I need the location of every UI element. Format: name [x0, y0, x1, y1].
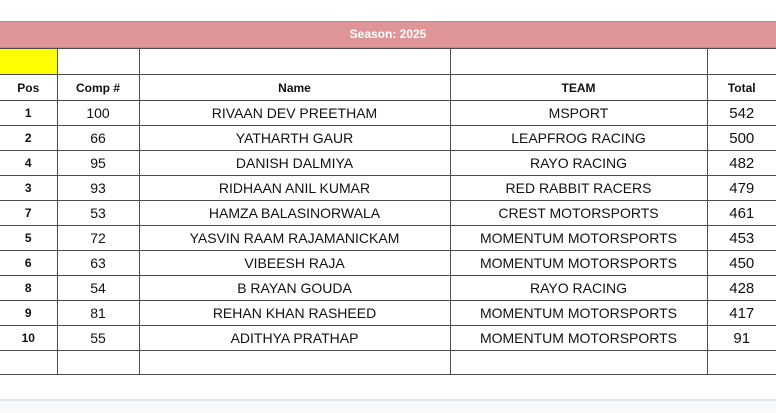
cell-total[interactable]: 542 — [707, 101, 776, 126]
cell-comp[interactable]: 100 — [57, 101, 139, 126]
table-body — [0, 101, 776, 351]
cell-pos[interactable]: 7 — [0, 201, 57, 226]
cell-team[interactable]: MSPORT — [450, 101, 707, 126]
header-team[interactable]: TEAM — [450, 75, 707, 101]
cell-comp[interactable]: 55 — [57, 326, 139, 351]
cell-name[interactable]: YASVIN RAAM RAJAMANICKAM — [139, 226, 450, 251]
header-pos[interactable]: Pos — [0, 75, 57, 101]
cell-team[interactable]: CREST MOTORSPORTS — [450, 201, 707, 226]
cell-pos[interactable]: 4 — [0, 151, 57, 176]
cell-name[interactable]: VIBEESH RAJA — [139, 251, 450, 276]
table-row — [0, 126, 776, 151]
cell-comp[interactable]: 95 — [57, 151, 139, 176]
table-row — [0, 251, 776, 276]
empty-cell[interactable] — [707, 49, 776, 75]
cell-pos[interactable]: 2 — [0, 126, 57, 151]
cell-total[interactable]: 428 — [707, 276, 776, 301]
table-row — [0, 276, 776, 301]
table-row — [0, 301, 776, 326]
footer-area — [0, 401, 776, 413]
header-row — [0, 75, 776, 101]
cell-pos[interactable]: 1 — [0, 101, 57, 126]
cell-name[interactable]: REHAN KHAN RASHEED — [139, 301, 450, 326]
cell-team[interactable]: RAYO RACING — [450, 276, 707, 301]
cell-pos[interactable]: 9 — [0, 301, 57, 326]
cell-pos[interactable]: 6 — [0, 251, 57, 276]
cell-comp[interactable]: 53 — [57, 201, 139, 226]
empty-cell[interactable] — [57, 351, 139, 375]
cell-total[interactable]: 479 — [707, 176, 776, 201]
cell-team[interactable]: RAYO RACING — [450, 151, 707, 176]
table-row — [0, 226, 776, 251]
cell-comp[interactable]: 63 — [57, 251, 139, 276]
cell-total[interactable]: 482 — [707, 151, 776, 176]
cell-total[interactable]: 453 — [707, 226, 776, 251]
cell-team[interactable]: MOMENTUM MOTORSPORTS — [450, 226, 707, 251]
standings-table — [0, 48, 776, 375]
cell-comp[interactable]: 93 — [57, 176, 139, 201]
cell-name[interactable]: B RAYAN GOUDA — [139, 276, 450, 301]
table-row — [0, 201, 776, 226]
empty-cell[interactable] — [0, 351, 57, 375]
empty-cell[interactable] — [707, 351, 776, 375]
cell-comp[interactable]: 81 — [57, 301, 139, 326]
empty-cell[interactable] — [450, 49, 707, 75]
cell-team[interactable]: RED RABBIT RACERS — [450, 176, 707, 201]
season-banner: Season: 2025 — [0, 21, 776, 48]
table-row — [0, 101, 776, 126]
empty-cell[interactable] — [139, 351, 450, 375]
cell-name[interactable]: ADITHYA PRATHAP — [139, 326, 450, 351]
cell-pos[interactable]: 8 — [0, 276, 57, 301]
empty-cell[interactable] — [450, 351, 707, 375]
table-row — [0, 326, 776, 351]
empty-cell[interactable] — [57, 49, 139, 75]
cell-name[interactable]: YATHARTH GAUR — [139, 126, 450, 151]
header-name[interactable]: Name — [139, 75, 450, 101]
cell-comp[interactable]: 54 — [57, 276, 139, 301]
header-comp[interactable]: Comp # — [57, 75, 139, 101]
blank-row — [0, 351, 776, 375]
cell-name[interactable]: RIDHAAN ANIL KUMAR — [139, 176, 450, 201]
cell-name[interactable]: DANISH DALMIYA — [139, 151, 450, 176]
cell-total[interactable]: 450 — [707, 251, 776, 276]
cell-total[interactable]: 91 — [707, 326, 776, 351]
cell-name[interactable]: RIVAAN DEV PREETHAM — [139, 101, 450, 126]
cell-team[interactable]: MOMENTUM MOTORSPORTS — [450, 326, 707, 351]
cell-team[interactable]: MOMENTUM MOTORSPORTS — [450, 251, 707, 276]
cell-pos[interactable]: 3 — [0, 176, 57, 201]
empty-cell[interactable] — [139, 49, 450, 75]
highlighted-cell[interactable] — [0, 49, 57, 75]
standings-sheet — [0, 21, 776, 375]
cell-pos[interactable]: 10 — [0, 326, 57, 351]
cell-team[interactable]: LEAPFROG RACING — [450, 126, 707, 151]
table-row — [0, 176, 776, 201]
cell-comp[interactable]: 66 — [57, 126, 139, 151]
blank-row — [0, 49, 776, 75]
cell-total[interactable]: 417 — [707, 301, 776, 326]
cell-team[interactable]: MOMENTUM MOTORSPORTS — [450, 301, 707, 326]
cell-total[interactable]: 461 — [707, 201, 776, 226]
cell-total[interactable]: 500 — [707, 126, 776, 151]
cell-name[interactable]: HAMZA BALASINORWALA — [139, 201, 450, 226]
cell-pos[interactable]: 5 — [0, 226, 57, 251]
header-total[interactable]: Total — [707, 75, 776, 101]
cell-comp[interactable]: 72 — [57, 226, 139, 251]
table-row — [0, 151, 776, 176]
